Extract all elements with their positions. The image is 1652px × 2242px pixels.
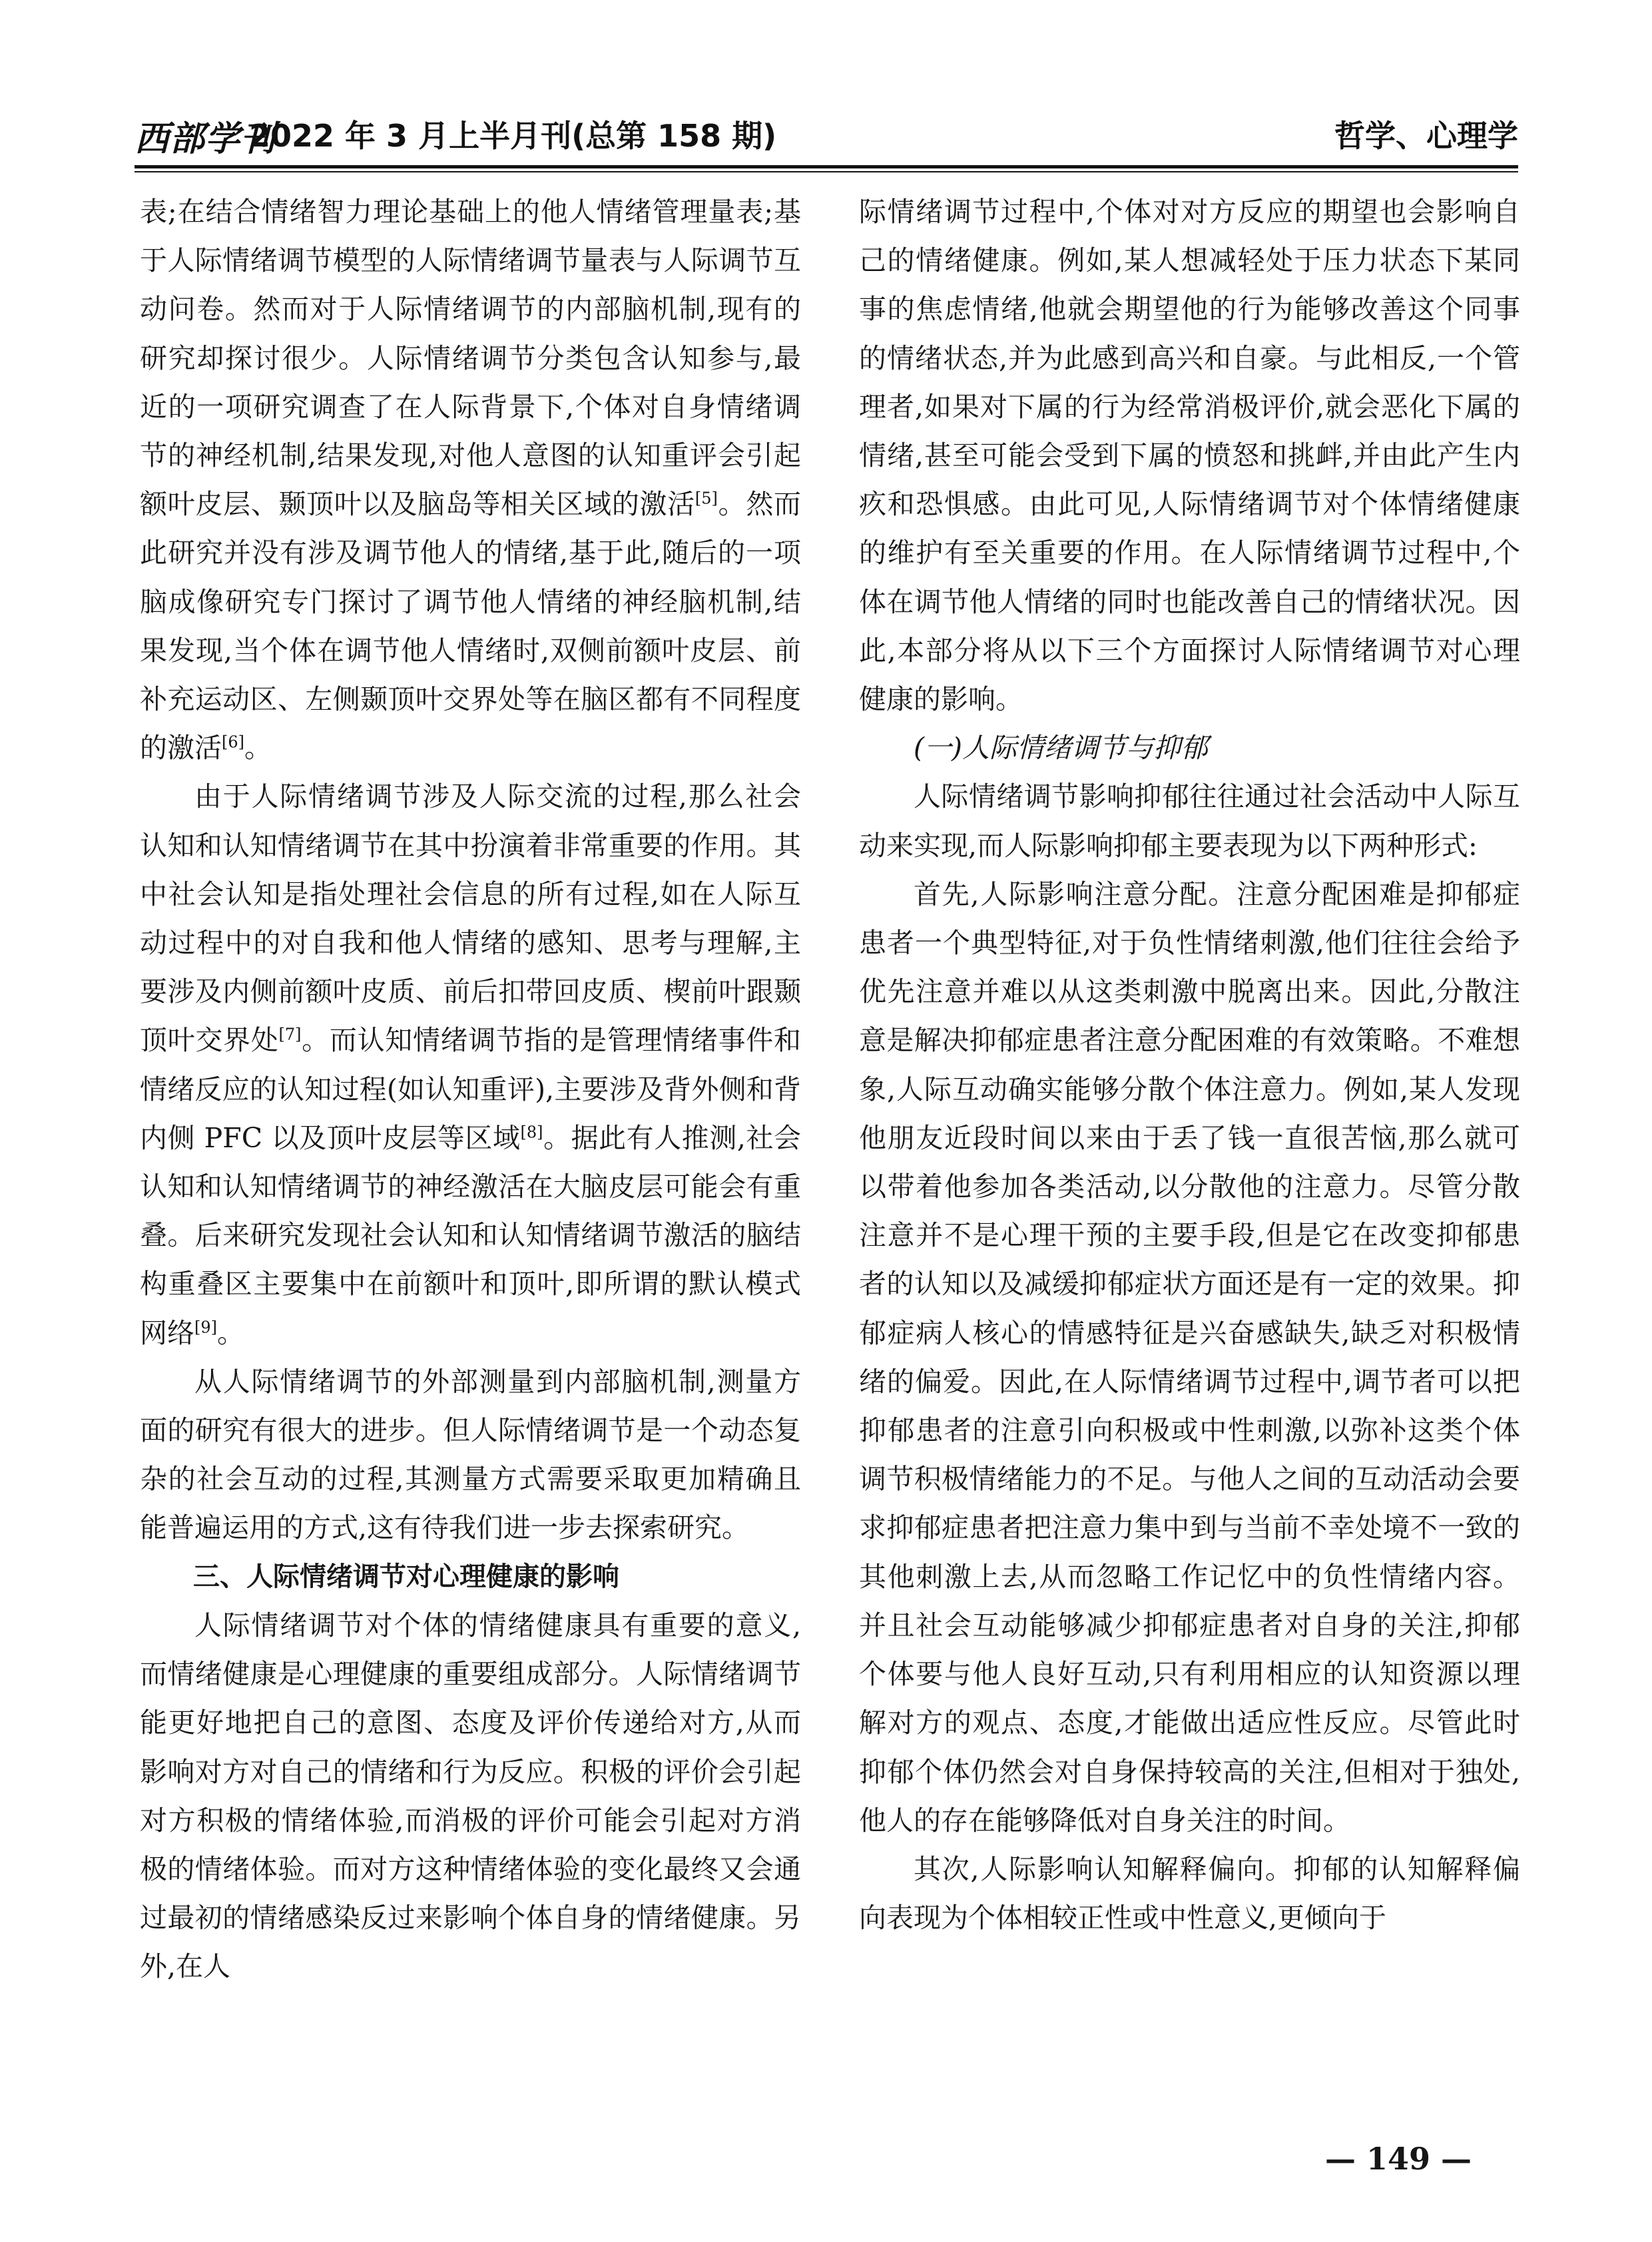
page-number: — 149 — [1325,2141,1472,2177]
right-column [859,188,1520,1942]
text-run: 。据此有人推测,社会认知和认知情绪调节的神经激活在大脑皮层可能会有重叠。后来研究发现社会认知和认知情绪调节激活的脑结构重叠区主要集中在前额叶和顶叶,即所谓的默认模式网络 [140,1121,801,1349]
text-run: 。而认知情绪调节指的是管理情绪事件和情绪反应的认知过程(如认知重评),主要涉及背外侧和背内侧 PFC 以及顶叶皮层等区域 [140,1024,802,1154]
text-run: 。然而此研究并没有涉及调节他人的情绪,基于此,随后的一项脑成像研究专门探讨了调节他人情绪的神经脑机制,结果发现,当个体在调节他人情绪时,双侧前额叶皮层、前补充运动区、左侧颞顶叶交界处等在脑区都有不同程度的激活 [140,488,802,764]
paragraph [140,772,801,1357]
text-run: 由于人际情绪调节涉及人际交流的过程,那么社会认知和认知情绪调节在其中扮演着非常重要的作用。其中社会认知是指处理社会信息的所有过程,如在人际互动过程中的对自我和他人情绪的感知、思考与理解,主要涉及内侧前额叶皮质、前后扣带回皮质、楔前叶跟颞顶叶交界处 [140,780,801,1057]
citation: [6] [222,732,244,752]
citation: [7] [278,1025,302,1044]
subsection-heading: (一)人际情绪调节与抑郁 [914,732,1208,764]
citation: [9] [194,1318,217,1337]
paragraph: 人际情绪调节对个体的情绪健康具有重要的意义,而情绪健康是心理健康的重要组成部分。人际情绪调节能更好地把自己的意图、态度及评价传递给对方,从而影响对方对自己的情绪和行为反应。积极的评价会引起对方积极的情绪体验,而消极的评价可能会引起对方消极的情绪体验。而对方这种情绪体验的变化最终又会通过最初的情绪感染反过来影响个体自身的情绪健康。另外,在人 [140,1609,801,1983]
journal-logo: 西部学刊 [135,119,276,159]
section-title: 哲学、心理学 [1334,118,1518,154]
page-header [135,108,1518,168]
paragraph: 从人际情绪调节的外部测量到内部脑机制,测量方面的研究有很大的进步。但人际情绪调节是一个动态复杂的社会互动的过程,其测量方式需要采取更加精确且能普遍运用的方式,这有待我们进一步去探索研究。 [140,1365,801,1544]
header-rule-thin [135,171,1518,172]
text-run: 表;在结合情绪智力理论基础上的他人情绪管理量表;基于人际情绪调节模型的人际情绪调节量表与人际调节互动问卷。然而对于人际情绪调节的内部脑机制,现有的研究却探讨很少。人际情绪调节分类包含认知参与,最近的一项研究调查了在人际背景下,个体对自身情绪调节的神经机制,结果发现,对他人意图的认知重评会引起额叶皮层、颞顶叶以及脑岛等相关区域的激活 [140,196,801,521]
section-heading: 三、人际情绪调节对心理健康的影响 [193,1561,619,1592]
citation: [8] [520,1123,543,1142]
paragraph [140,188,801,772]
header-rule [135,165,1518,168]
left-column [140,188,801,1992]
paragraph: 际情绪调节过程中,个体对对方反应的期望也会影响自己的情绪健康。例如,某人想减轻处于压力状态下某同事的焦虑情绪,他就会期望他的行为能够改善这个同事的情绪状态,并为此感到高兴和自豪。与此相反,一个管理者,如果对下属的行为经常消极评价,就会恶化下属的情绪,甚至可能会受到下属的愤怒和挑衅,并由此产生内疚和恐惧感。由此可见,人际情绪调节对个体情绪健康的维护有至关重要的作用。在人际情绪调节过程中,个体在调节他人情绪的同时也能改善自己的情绪状况。因此,本部分将从以下三个方面探讨人际情绪调节对心理健康的影响。 [859,196,1520,716]
citation: [5] [694,489,718,508]
issue-info: 2022 年 3 月上半月刊(总第 158 期) [249,118,777,154]
text-run: 。 [217,1316,244,1349]
paragraph: 人际情绪调节影响抑郁往往通过社会活动中人际互动来实现,而人际影响抑郁主要表现为以下两种形式: [859,780,1520,862]
paragraph: 其次,人际影响认知解释偏向。抑郁的认知解释偏向表现为个体相较正性或中性意义,更倾向于 [859,1852,1520,1934]
paragraph: 首先,人际影响注意分配。注意分配困难是抑郁症患者一个典型特征,对于负性情绪刺激,他们往往会给予优先注意并难以从这类刺激中脱离出来。因此,分散注意是解决抑郁症患者注意分配困难的有效策略。不难想象,人际互动确实能够分散个体注意力。例如,某人发现他朋友近段时间以来由于丢了钱一直很苦恼,那么就可以带着他参加各类活动,以分散他的注意力。尽管分散注意并不是心理干预的主要手段,但是它在改变抑郁患者的认知以及减缓抑郁症状方面还是有一定的效果。抑郁症病人核心的情感特征是兴奋感缺失,缺乏对积极情绪的偏爱。因此,在人际情绪调节过程中,调节者可以把抑郁患者的注意引向积极或中性刺激,以弥补这类个体调节积极情绪能力的不足。与他人之间的互动活动会要求抑郁症患者把注意力集中到与当前不幸处境不一致的其他刺激上去,从而忽略工作记忆中的负性情绪内容。并且社会互动能够减少抑郁症患者对自身的关注,抑郁个体要与他人良好互动,只有利用相应的认知资源以理解对方的观点、态度,才能做出适应性反应。尽管此时抑郁个体仍然会对自身保持较高的关注,但相对于独处,他人的存在能够降低对自身关注的时间。 [859,878,1520,1836]
text-run: 。 [244,732,272,764]
